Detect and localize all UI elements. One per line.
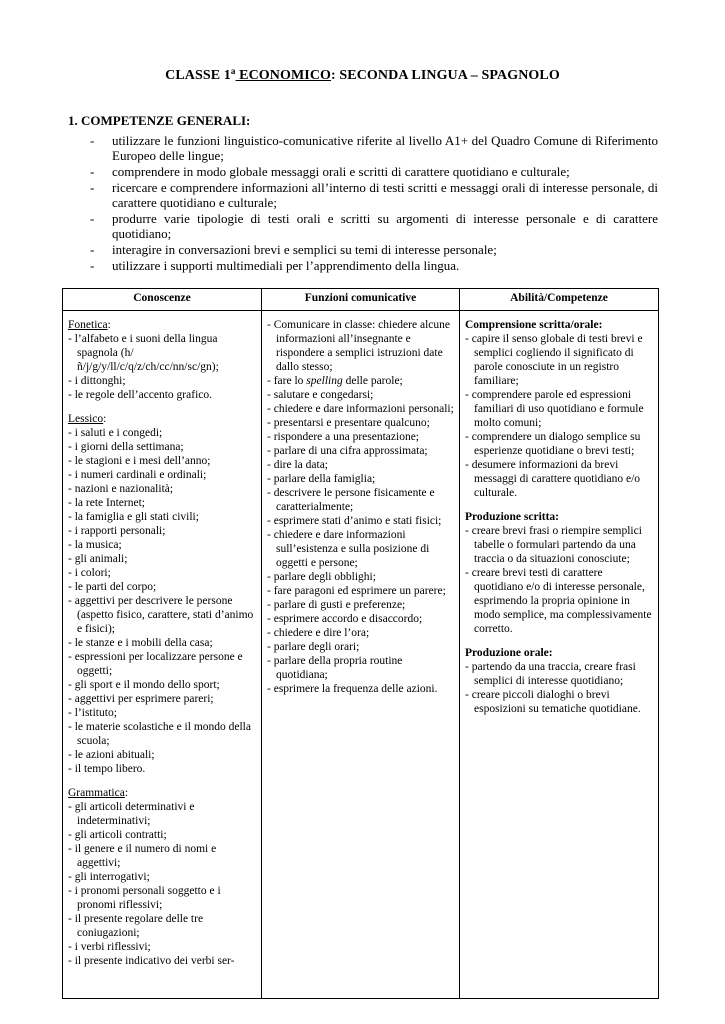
list-item: - i verbi riflessivi; [68, 940, 257, 954]
table-row [63, 311, 659, 999]
abilita-block-title: Produzione orale: [465, 647, 553, 659]
list-item: - descrivere le persone fisicamente e caratterialmente; [267, 486, 455, 514]
list-item: - parlare degli obblighi; [267, 570, 455, 584]
list-item: - gli interrogativi; [68, 870, 257, 884]
competenza-text: produrre varie tipologie di testi orali e scritti su argomenti di interesse personale e di carattere quotidiano; [112, 211, 658, 241]
competenza-text: interagire in conversazioni brevi e semplici su temi di interesse personale; [112, 242, 497, 257]
title-underlined: ECONOMICO [235, 68, 332, 83]
list-dash: - [90, 242, 95, 257]
competenza-item [68, 133, 658, 163]
list-item: - i rapporti personali; [68, 524, 257, 538]
conoscenze-list [68, 800, 257, 968]
list-dash: - [90, 164, 95, 179]
list-item: - espressioni per localizzare persone e oggetti; [68, 650, 257, 678]
list-item: - le materie scolastiche e il mondo della scuola; [68, 720, 257, 748]
list-item: - la famiglia e gli stati civili; [68, 510, 257, 524]
abilita-block [465, 510, 654, 636]
block-title-text: Grammatica [68, 787, 125, 799]
list-item: - le parti del corpo; [68, 580, 257, 594]
abilita-block [465, 646, 654, 716]
block-title-text: Fonetica [68, 319, 108, 331]
list-item: - il presente indicativo dei verbi ser- [68, 954, 257, 968]
program-table [62, 288, 659, 999]
competenza-text: utilizzare le funzioni linguistico-comunicative riferite al livello A1+ del Quadro Comune di Riferimento Europeo delle lingue; [112, 133, 658, 163]
list-item: - creare piccoli dialoghi o brevi esposizioni su tematiche quotidiane. [465, 688, 654, 716]
conoscenze-block [68, 786, 257, 968]
list-item: - creare brevi testi di carattere quotidiano e/o di interesse personale, esprimendo la propria opinione in modo semplice, ma complessivamente corretto. [465, 566, 654, 636]
block-title-text: Lessico [68, 413, 104, 425]
list-item: - presentarsi e presentare qualcuno; [267, 416, 455, 430]
abilita-list [465, 660, 654, 716]
list-item: - parlare degli orari; [267, 640, 455, 654]
list-item: - i saluti e i congedi; [68, 426, 257, 440]
list-item: - dire la data; [267, 458, 455, 472]
competenza-text: comprendere in modo globale messaggi orali e scritti di carattere quotidiano e culturale; [112, 164, 570, 179]
list-item: - creare brevi frasi o riempire semplici tabelle o formulari partendo da una traccia o da situazioni conosciute; [465, 524, 654, 566]
funzioni-list [267, 318, 455, 696]
conoscenze-block-title [68, 318, 257, 332]
conoscenze-block-title [68, 412, 257, 426]
list-item: - nazioni e nazionalità; [68, 482, 257, 496]
competenza-item [68, 180, 658, 210]
list-item: - capire il senso globale di testi brevi e semplici cogliendo il significato di parole conosciute in un registro familiare; [465, 332, 654, 388]
header-conoscenze: Conoscenze [63, 289, 262, 311]
list-dash: - [90, 133, 95, 148]
list-item: - comprendere un dialogo semplice su esperienze quotidiane o brevi testi; [465, 430, 654, 458]
list-item: - i pronomi personali soggetto e i pronomi riflessivi; [68, 884, 257, 912]
list-item: - le stanze e i mobili della casa; [68, 636, 257, 650]
conoscenze-list [68, 332, 257, 402]
competenze-list [68, 133, 658, 274]
list-item: - il presente regolare delle tre coniugazioni; [68, 912, 257, 940]
list-item: - chiedere e dare informazioni sull’esistenza e sulla posizione di oggetti e persone; [267, 528, 455, 570]
list-item: - il genere e il numero di nomi e aggettivi; [68, 842, 257, 870]
list-item: - comprendere parole ed espressioni familiari di uso quotidiano e formule molto comuni; [465, 388, 654, 430]
competenza-text: utilizzare i supporti multimediali per l’apprendimento della lingua. [112, 258, 460, 273]
block-title-suffix: : [103, 413, 107, 425]
list-item: - la musica; [68, 538, 257, 552]
list-item: - Comunicare in classe: chiedere alcune informazioni all’insegnante e rispondere a semplici istruzioni date dallo stesso; [267, 318, 455, 374]
cell-conoscenze [63, 311, 262, 999]
list-item: - gli sport e il mondo dello sport; [68, 678, 257, 692]
conoscenze-block [68, 318, 257, 402]
list-item: - parlare della famiglia; [267, 472, 455, 486]
list-item: - esprimere la frequenza delle azioni. [267, 682, 455, 696]
list-item: - parlare di una cifra approssimata; [267, 444, 455, 458]
abilita-block-title: Comprensione scritta/orale: [465, 319, 603, 331]
list-item: - fare lo spelling delle parole; [267, 374, 455, 388]
list-item: - desumere informazioni da brevi messaggi di carattere quotidiano e/o culturale. [465, 458, 654, 500]
list-item: - le azioni abituali; [68, 748, 257, 762]
title-prefix: CLASSE 1 [165, 68, 231, 83]
list-dash: - [90, 258, 95, 273]
abilita-list [465, 524, 654, 636]
list-item: - fare paragoni ed esprimere un parere; [267, 584, 455, 598]
section-heading: 1. COMPETENZE GENERALI: [68, 113, 251, 128]
title-superscript: a [230, 66, 236, 76]
list-item: - rispondere a una presentazione; [267, 430, 455, 444]
list-item: - i colori; [68, 566, 257, 580]
competenza-item [68, 211, 658, 241]
list-item: - aggettivi per descrivere le persone (aspetto fisico, carattere, stati d’animo e fisici); [68, 594, 257, 636]
list-item: - parlare di gusti e preferenze; [267, 598, 455, 612]
list-item: - i giorni della settimana; [68, 440, 257, 454]
list-dash: - [90, 180, 95, 195]
list-item: - esprimere accordo e disaccordo; [267, 612, 455, 626]
conoscenze-block-title [68, 786, 257, 800]
block-title-suffix: : [107, 319, 111, 331]
header-funzioni: Funzioni comunicative [262, 289, 460, 311]
list-item: - il tempo libero. [68, 762, 257, 776]
list-item: - chiedere e dare informazioni personali; [267, 402, 455, 416]
list-item: - parlare della propria routine quotidiana; [267, 654, 455, 682]
abilita-block-title: Produzione scritta: [465, 511, 560, 523]
list-item: - l’alfabeto e i suoni della lingua spagnola (h/ñ/j/g/y/ll/c/q/z/ch/cc/nn/sc/gn); [68, 332, 257, 374]
list-item: - l’istituto; [68, 706, 257, 720]
list-item: - salutare e congedarsi; [267, 388, 455, 402]
block-title-suffix: : [124, 787, 129, 799]
list-item: - partendo da una traccia, creare frasi semplici di interesse quotidiano; [465, 660, 654, 688]
header-abilita: Abilità/Competenze [460, 289, 659, 311]
list-item: - aggettivi per esprimere pareri; [68, 692, 257, 706]
list-item: - esprimere stati d’animo e stati fisici; [267, 514, 455, 528]
competenza-text: ricercare e comprendere informazioni all’interno di testi scritti e messaggi orali di interesse personale, di carattere quotidiano e culturale; [112, 180, 658, 210]
competenza-item [68, 258, 658, 273]
competenza-item [68, 164, 658, 179]
abilita-block [465, 318, 654, 500]
cell-abilita [460, 311, 659, 999]
abilita-list [465, 332, 654, 500]
list-item: - gli articoli contratti; [68, 828, 257, 842]
list-item: - la rete Internet; [68, 496, 257, 510]
competenza-item [68, 242, 658, 257]
title-suffix: : SECONDA LINGUA – SPAGNOLO [331, 68, 560, 83]
conoscenze-block [68, 412, 257, 776]
table-header-row [63, 289, 659, 311]
conoscenze-list [68, 426, 257, 776]
list-item: - chiedere e dire l’ora; [267, 626, 455, 640]
cell-funzioni [262, 311, 460, 999]
list-item: - i numeri cardinali e ordinali; [68, 468, 257, 482]
page-title [0, 68, 725, 84]
list-item: - le stagioni e i mesi dell’anno; [68, 454, 257, 468]
list-item: - i dittonghi; [68, 374, 257, 388]
list-item: - gli articoli determinativi e indeterminativi; [68, 800, 257, 828]
list-item: - le regole dell’accento grafico. [68, 388, 257, 402]
list-dash: - [90, 211, 95, 226]
list-item: - gli animali; [68, 552, 257, 566]
